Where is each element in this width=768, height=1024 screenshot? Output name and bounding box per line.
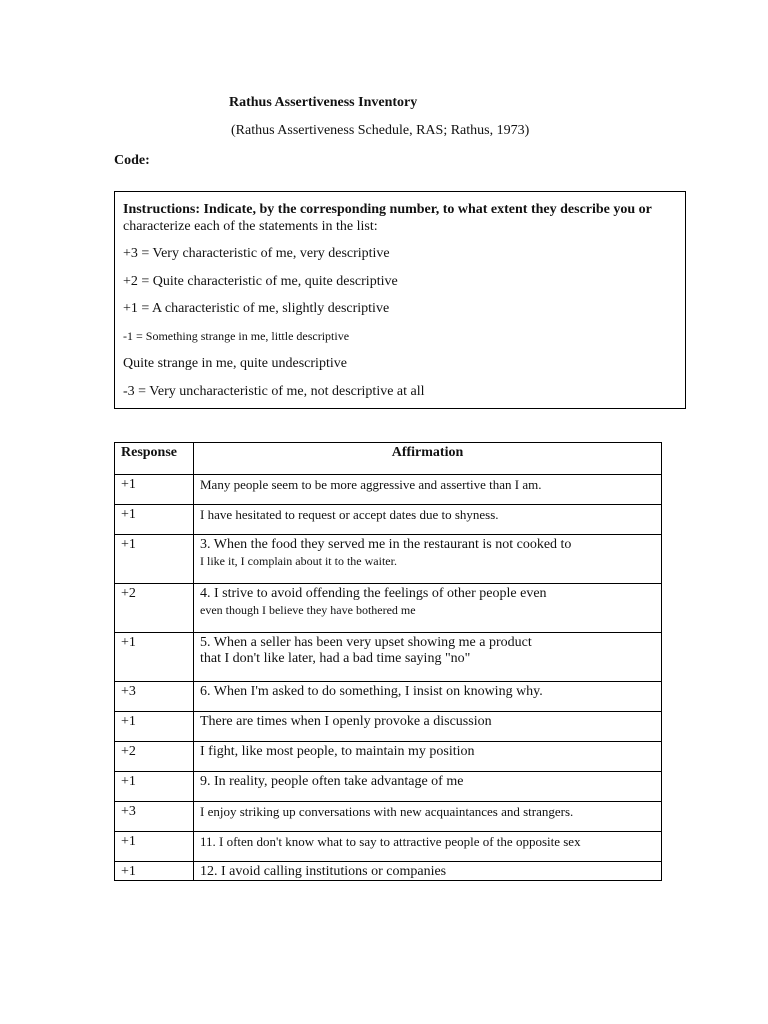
- affirmation-cell: [194, 633, 662, 682]
- affirmation-text-continued: even though I believe they have bothered me: [200, 603, 416, 617]
- response-value: +1: [115, 505, 194, 535]
- affirmation-text: Many people seem to be more aggressive and assertive than I am.: [200, 477, 542, 492]
- affirmation-cell: [194, 802, 662, 832]
- affirmation-cell: [194, 505, 662, 535]
- scale-item: +2 = Quite characteristic of me, quite descriptive: [123, 274, 398, 289]
- affirmation-text-continued: that I don't like later, had a bad time saying "no": [200, 651, 471, 666]
- response-value: +1: [115, 535, 194, 584]
- instructions-box: [114, 191, 686, 409]
- affirmation-text: 4. I strive to avoid offending the feelings of other people even: [200, 586, 547, 601]
- response-value: +1: [115, 832, 194, 862]
- code-label: Code:: [114, 153, 150, 168]
- table-header-row: [115, 443, 662, 475]
- scale-item: +1 = A characteristic of me, slightly descriptive: [123, 301, 390, 316]
- affirmation-cell: [194, 772, 662, 802]
- affirmation-cell: [194, 475, 662, 505]
- table-row: [115, 475, 662, 505]
- response-value: +2: [115, 742, 194, 772]
- table-row: [115, 535, 662, 584]
- response-value: +3: [115, 802, 194, 832]
- affirmation-text: 6. When I'm asked to do something, I insist on knowing why.: [200, 684, 543, 699]
- instructions-lead: [123, 201, 686, 235]
- table-row: [115, 802, 662, 832]
- affirmation-text: There are times when I openly provoke a discussion: [200, 714, 492, 729]
- affirmation-cell: [194, 712, 662, 742]
- response-column-header: Response: [115, 443, 194, 475]
- table-row: [115, 832, 662, 862]
- scale-item: -1 = Something strange in me, little descriptive: [123, 329, 350, 343]
- affirmation-text-continued: I like it, I complain about it to the waiter.: [200, 554, 397, 568]
- affirmation-text: I have hesitated to request or accept dates due to shyness.: [200, 507, 499, 522]
- affirmation-cell: [194, 862, 662, 881]
- table-row: [115, 712, 662, 742]
- affirmation-text: 11. I often don't know what to say to attractive people of the opposite sex: [200, 834, 581, 849]
- table-row: [115, 584, 662, 633]
- response-value: +2: [115, 584, 194, 633]
- affirmation-column-header: Affirmation: [194, 443, 662, 475]
- scale-item: +3 = Very characteristic of me, very descriptive: [123, 246, 390, 261]
- affirmation-text: 5. When a seller has been very upset showing me a product: [200, 635, 532, 650]
- document-title: Rathus Assertiveness Inventory: [229, 95, 418, 110]
- affirmation-text: 9. In reality, people often take advantage of me: [200, 774, 464, 789]
- table-row: [115, 505, 662, 535]
- affirmation-text: 12. I avoid calling institutions or companies: [200, 864, 447, 879]
- affirmation-text: 3. When the food they served me in the restaurant is not cooked to: [200, 537, 572, 552]
- affirmation-cell: [194, 682, 662, 712]
- table-row: [115, 862, 662, 881]
- affirmation-cell: [194, 584, 662, 633]
- table-row: [115, 772, 662, 802]
- affirmation-cell: [194, 742, 662, 772]
- response-value: +1: [115, 862, 194, 881]
- response-table: [114, 442, 662, 881]
- scale-item: Quite strange in me, quite undescriptive: [123, 356, 347, 371]
- instructions-lead-bold: Instructions: Indicate, by the corresponding number, to what extent they describe you or: [123, 202, 652, 217]
- response-value: +1: [115, 633, 194, 682]
- instructions-lead-rest: characterize each of the statements in the list:: [123, 219, 378, 234]
- response-value: +3: [115, 682, 194, 712]
- affirmation-text: I enjoy striking up conversations with new acquaintances and strangers.: [200, 804, 574, 819]
- table-row: [115, 633, 662, 682]
- affirmation-cell: [194, 535, 662, 584]
- affirmation-cell: [194, 832, 662, 862]
- document-subtitle: (Rathus Assertiveness Schedule, RAS; Rathus, 1973): [231, 123, 530, 138]
- table-row: [115, 742, 662, 772]
- table-row: [115, 682, 662, 712]
- response-value: +1: [115, 772, 194, 802]
- affirmation-text: I fight, like most people, to maintain my position: [200, 744, 475, 759]
- scale-item: -3 = Very uncharacteristic of me, not descriptive at all: [123, 384, 425, 399]
- response-value: +1: [115, 475, 194, 505]
- response-value: +1: [115, 712, 194, 742]
